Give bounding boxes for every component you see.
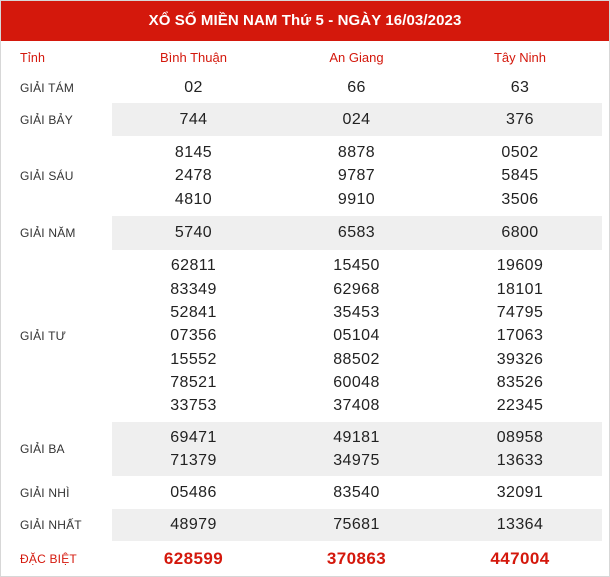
prize-label: ĐẶC BIỆT bbox=[20, 552, 77, 566]
prize-number: 39326 bbox=[496, 350, 544, 368]
prize-row bbox=[8, 541, 602, 577]
prize-number: 15450 bbox=[333, 257, 380, 275]
header-label: Tỉnh bbox=[20, 50, 46, 65]
prize-cell bbox=[438, 136, 602, 216]
prize-cell bbox=[112, 541, 275, 577]
province-name[interactable]: An Giang bbox=[329, 50, 384, 65]
prize-cell bbox=[112, 103, 275, 136]
prize-row bbox=[8, 136, 602, 216]
prize-number: 63 bbox=[510, 78, 530, 96]
prize-cell bbox=[438, 476, 602, 509]
prize-cell bbox=[112, 250, 275, 422]
prize-cell bbox=[438, 509, 602, 541]
prize-row bbox=[8, 476, 602, 509]
prize-number: 69471 bbox=[170, 428, 217, 446]
prize-number: 74795 bbox=[496, 304, 544, 322]
prize-number: 8145 bbox=[174, 144, 213, 162]
prize-number: 447004 bbox=[490, 549, 550, 569]
prize-number: 83349 bbox=[170, 280, 217, 298]
prize-number: 376 bbox=[506, 110, 534, 128]
prize-number: 628599 bbox=[163, 549, 224, 569]
prize-cell bbox=[275, 250, 438, 422]
prize-number: 0502 bbox=[501, 144, 539, 162]
prize-row bbox=[8, 422, 602, 476]
prize-number: 05486 bbox=[170, 483, 217, 501]
prize-number: 17063 bbox=[496, 327, 544, 345]
prize-cell bbox=[275, 509, 438, 541]
prize-number: 83540 bbox=[333, 483, 380, 501]
prize-number: 9910 bbox=[337, 190, 376, 208]
prize-label: GIẢI NHÌ bbox=[20, 485, 70, 500]
province-name[interactable]: Bình Thuận bbox=[160, 50, 227, 65]
prize-number: 6800 bbox=[501, 224, 539, 242]
prize-row bbox=[8, 103, 602, 136]
prize-cell bbox=[438, 72, 602, 103]
prize-cell bbox=[112, 72, 275, 103]
prize-cell bbox=[112, 422, 275, 476]
province-name[interactable]: Tây Ninh bbox=[493, 50, 547, 65]
prize-cell bbox=[275, 422, 438, 476]
prize-number: 37408 bbox=[333, 397, 380, 415]
prize-row bbox=[8, 216, 602, 250]
prize-number: 22345 bbox=[496, 397, 544, 415]
results-table bbox=[8, 43, 602, 577]
prize-number: 370863 bbox=[326, 549, 387, 569]
prize-row bbox=[8, 250, 602, 422]
prize-cell bbox=[112, 216, 275, 250]
prize-number: 88502 bbox=[333, 350, 380, 368]
prize-cell bbox=[275, 136, 438, 216]
prize-label: GIẢI NĂM bbox=[20, 226, 76, 240]
prize-number: 15552 bbox=[170, 350, 217, 368]
prize-number: 024 bbox=[342, 110, 371, 128]
prize-number: 34975 bbox=[333, 452, 380, 469]
prize-number: 75681 bbox=[333, 516, 380, 534]
prize-number: 18101 bbox=[496, 280, 544, 298]
prize-number: 4810 bbox=[174, 190, 213, 208]
prize-number: 78521 bbox=[170, 373, 217, 391]
header-row bbox=[8, 43, 602, 72]
prize-cell bbox=[112, 509, 275, 541]
prize-label: GIẢI BẢY bbox=[20, 112, 73, 127]
prize-number: 13633 bbox=[496, 452, 544, 469]
prize-number: 83526 bbox=[496, 373, 544, 391]
prize-number: 19609 bbox=[496, 257, 544, 275]
prize-cell bbox=[438, 103, 602, 136]
prize-number: 66 bbox=[347, 78, 366, 96]
prize-number: 48979 bbox=[170, 516, 217, 534]
prize-cell bbox=[275, 216, 438, 250]
prize-number: 62968 bbox=[333, 280, 380, 298]
prize-number: 3506 bbox=[501, 190, 539, 208]
prize-cell bbox=[438, 216, 602, 250]
prize-number: 05104 bbox=[333, 327, 380, 345]
prize-number: 6583 bbox=[337, 224, 376, 242]
prize-label: GIẢI BA bbox=[20, 442, 65, 456]
prize-cell bbox=[275, 476, 438, 509]
prize-number: 35453 bbox=[333, 304, 380, 322]
prize-label: GIẢI TÁM bbox=[20, 80, 75, 95]
prize-number: 60048 bbox=[333, 373, 380, 391]
prize-row bbox=[8, 72, 602, 103]
prize-number: 62811 bbox=[170, 257, 217, 275]
prize-number: 13364 bbox=[496, 516, 544, 534]
prize-number: 07356 bbox=[170, 327, 217, 345]
prize-number: 71379 bbox=[170, 452, 217, 469]
prize-number: 33753 bbox=[170, 397, 217, 415]
prize-cell bbox=[438, 250, 602, 422]
prize-number: 5845 bbox=[501, 167, 539, 185]
prize-cell bbox=[275, 103, 438, 136]
prize-label: GIẢI TƯ bbox=[20, 329, 67, 343]
prize-cell bbox=[438, 422, 602, 476]
prize-cell bbox=[275, 541, 438, 577]
prize-number: 08958 bbox=[496, 428, 544, 446]
prize-number: 2478 bbox=[174, 167, 213, 185]
prize-number: 49181 bbox=[333, 428, 380, 446]
prize-number: 9787 bbox=[337, 167, 376, 185]
prize-label: GIẢI NHẤT bbox=[20, 518, 82, 532]
prize-label: GIẢI SÁU bbox=[20, 169, 74, 183]
prize-number: 32091 bbox=[496, 483, 544, 501]
prize-number: 8878 bbox=[337, 144, 376, 162]
prize-number: 744 bbox=[179, 110, 208, 128]
prize-cell bbox=[112, 136, 275, 216]
page-title: XỔ SỐ MIỀN NAM Thứ 5 - NGÀY 16/03/2023 bbox=[1, 1, 609, 41]
prize-cell bbox=[112, 476, 275, 509]
prize-number: 52841 bbox=[170, 304, 217, 322]
prize-row bbox=[8, 509, 602, 541]
prize-number: 5740 bbox=[174, 224, 213, 242]
prize-number: 02 bbox=[184, 78, 203, 96]
prize-cell bbox=[438, 541, 602, 577]
prize-cell bbox=[275, 72, 438, 103]
